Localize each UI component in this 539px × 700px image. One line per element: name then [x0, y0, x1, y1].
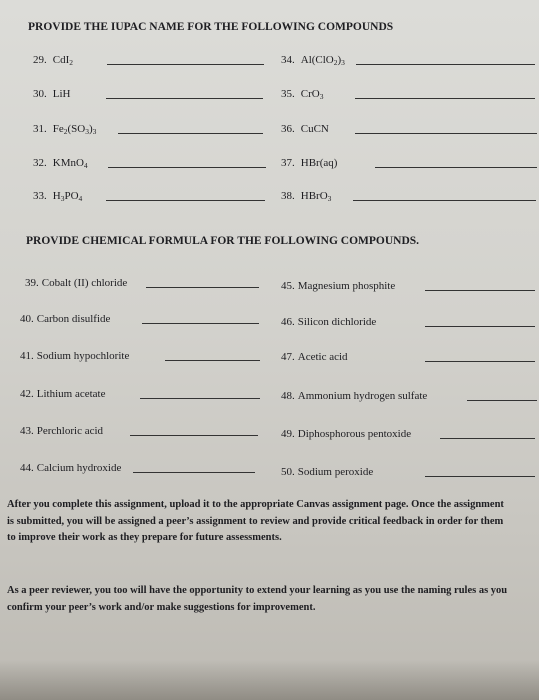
question-43-answer-line[interactable] — [130, 435, 258, 436]
compound-name: Lithium acetate — [36, 388, 106, 400]
question-42 — [20, 388, 105, 400]
question-number: 30. — [33, 88, 47, 100]
compound-formula: CuCN — [300, 123, 329, 135]
compound-name: Acetic acid — [297, 351, 348, 363]
question-31-answer-line[interactable] — [118, 133, 263, 134]
question-50-answer-line[interactable] — [425, 476, 535, 477]
compound-name: Sodium peroxide — [297, 466, 374, 478]
section1-heading: PROVIDE THE IUPAC NAME FOR THE FOLLOWING COMPOUNDS — [28, 21, 394, 33]
question-40-answer-line[interactable] — [142, 323, 259, 324]
compound-name: Diphosphorous pentoxide — [297, 428, 412, 440]
question-36 — [281, 123, 329, 135]
question-number: 46. — [281, 316, 295, 328]
question-41-answer-line[interactable] — [165, 360, 260, 361]
section2-heading: PROVIDE CHEMICAL FORMULA FOR THE FOLLOWING COMPOUNDS. — [26, 235, 420, 247]
compound-name: Ammonium hydrogen sulfate — [297, 390, 428, 402]
compound-name: Carbon disulfide — [36, 313, 111, 325]
question-number: 35. — [281, 88, 295, 100]
question-42-answer-line[interactable] — [140, 398, 260, 399]
question-number: 36. — [281, 123, 295, 135]
compound-name: Calcium hydroxide — [36, 462, 122, 474]
compound-formula: $Al(ClO_2)_3$ — [300, 54, 345, 67]
question-39 — [25, 277, 127, 289]
question-number: 29. — [33, 54, 47, 66]
question-37-answer-line[interactable] — [375, 167, 537, 168]
question-35-answer-line[interactable] — [355, 98, 535, 99]
question-number: 50. — [281, 466, 295, 478]
question-40 — [20, 313, 110, 325]
question-36-answer-line[interactable] — [355, 133, 537, 134]
question-number: 40. — [20, 313, 34, 325]
question-33-answer-line[interactable] — [106, 200, 265, 201]
question-29-answer-line[interactable] — [107, 64, 264, 65]
question-34 — [281, 54, 345, 67]
question-47 — [281, 351, 348, 363]
compound-name: Perchloric acid — [36, 425, 104, 437]
question-46 — [281, 316, 376, 328]
compound-formula: KMnO$_4$ — [52, 157, 88, 170]
question-44 — [20, 462, 121, 474]
question-47-answer-line[interactable] — [425, 361, 535, 362]
question-35 — [281, 88, 323, 101]
question-49 — [281, 428, 411, 440]
instructions-paragraph-1: After you complete this assignment, upload it to the appropriate Canvas assignment page. Once the assignment is submitted, you will be assigned a peer’s assignment to review and provide critical feedback in order for them to improve their work as they prepare for future assessments. — [7, 499, 504, 543]
question-41 — [20, 350, 129, 362]
question-46-answer-line[interactable] — [425, 326, 535, 327]
compound-formula: LiH — [52, 88, 71, 100]
compound-name: Magnesium phosphite — [297, 280, 396, 292]
question-45-answer-line[interactable] — [425, 290, 535, 291]
compound-formula: CrO$_3$ — [300, 88, 324, 101]
question-50 — [281, 466, 373, 478]
question-number: 49. — [281, 428, 295, 440]
question-number: 31. — [33, 123, 47, 135]
question-number: 33. — [33, 190, 47, 202]
question-48 — [281, 390, 427, 402]
question-number: 34. — [281, 54, 295, 66]
question-37 — [281, 157, 337, 169]
question-number: 44. — [20, 462, 34, 474]
question-30-answer-line[interactable] — [106, 98, 263, 99]
question-32-answer-line[interactable] — [108, 167, 266, 168]
question-number: 37. — [281, 157, 295, 169]
question-30 — [33, 88, 70, 100]
instructions-paragraph-2: As a peer reviewer, you too will have the opportunity to extend your learning as you use the naming rules as you confirm your peer’s work and/or make suggestions for improvement. — [7, 585, 508, 613]
compound-formula: $H_3PO_4$ — [52, 190, 83, 203]
question-33 — [33, 190, 82, 203]
compound-name: Sodium hypochlorite — [36, 350, 130, 362]
compound-formula: CdI$_2$ — [52, 54, 73, 67]
question-38 — [281, 190, 331, 203]
question-34-answer-line[interactable] — [356, 64, 535, 65]
compound-name: Cobalt (II) chloride — [41, 277, 128, 289]
question-49-answer-line[interactable] — [440, 438, 535, 439]
question-38-answer-line[interactable] — [353, 200, 536, 201]
question-number: 48. — [281, 390, 295, 402]
question-43 — [20, 425, 103, 437]
question-number: 42. — [20, 388, 34, 400]
compound-name: Silicon dichloride — [297, 316, 377, 328]
question-31 — [33, 123, 96, 136]
compound-formula: $Fe_2(SO_3)_3$ — [52, 123, 97, 136]
question-45 — [281, 280, 395, 292]
question-number: 41. — [20, 350, 34, 362]
question-number: 38. — [281, 190, 295, 202]
question-number: 39. — [25, 277, 39, 289]
page-shadow — [0, 660, 539, 700]
question-number: 45. — [281, 280, 295, 292]
question-number: 32. — [33, 157, 47, 169]
question-32 — [33, 157, 88, 170]
question-48-answer-line[interactable] — [467, 400, 537, 401]
question-number: 47. — [281, 351, 295, 363]
compound-formula: HBrO$_3$ — [300, 190, 332, 203]
question-number: 43. — [20, 425, 34, 437]
question-44-answer-line[interactable] — [133, 472, 255, 473]
compound-formula: HBr(aq) — [300, 157, 338, 169]
question-39-answer-line[interactable] — [146, 287, 259, 288]
question-29 — [33, 54, 73, 67]
